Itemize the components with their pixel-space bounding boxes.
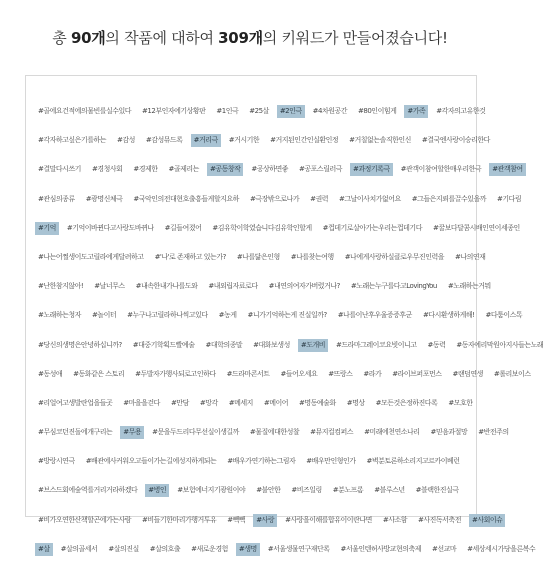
keyword-tag[interactable]: #비즈일링 bbox=[291, 486, 322, 495]
keyword-tag[interactable]: #감성뮤드록 bbox=[145, 136, 183, 145]
keyword-tag[interactable]: #블루스년 bbox=[374, 486, 405, 495]
keyword-tag[interactable]: #결말다시쓰기 bbox=[38, 165, 81, 174]
keyword-tag[interactable]: #나에게사랑하실클로우무진인력을 bbox=[344, 252, 444, 261]
keyword-tag[interactable]: #문을두드리다무선실이생길까 bbox=[152, 428, 239, 437]
keyword-tag[interactable]: #나를찾는여행 bbox=[290, 252, 334, 261]
keyword-tag[interactable]: #라가 bbox=[363, 369, 382, 378]
keyword-row bbox=[35, 244, 486, 273]
keyword-tag[interactable]: #모호한 bbox=[448, 398, 473, 407]
keyword-tag[interactable]: #대화보생성 bbox=[253, 340, 290, 349]
keyword-summary-heading: 총 90개의 작품에 대하여 309개의 키워드가 만들어졌습니다! bbox=[52, 29, 448, 47]
keyword-row bbox=[35, 361, 531, 390]
keyword-tag[interactable]: #비가오연한산책할곤에가는사람 bbox=[38, 515, 132, 524]
keyword-tag[interactable]: #리얼여고생발란업을들곳 bbox=[38, 398, 113, 407]
keyword-row bbox=[35, 507, 503, 536]
keyword-tag[interactable]: #'나'로 존재하고 있는가? bbox=[154, 252, 226, 261]
keyword-row bbox=[35, 127, 490, 156]
keyword-row bbox=[35, 215, 520, 244]
keyword-tag[interactable]: #물질에대한성찰 bbox=[249, 428, 300, 437]
keyword-tag[interactable]: #서울인텐허사방교현의축제 bbox=[340, 544, 421, 553]
keyword-tag[interactable]: #라이브퍼포먼스 bbox=[392, 369, 442, 378]
keyword-row bbox=[35, 156, 523, 185]
keyword-tag[interactable]: #경청사회 bbox=[91, 165, 123, 174]
keyword-tag[interactable]: #감성 bbox=[117, 136, 135, 145]
keyword-tag[interactable]: #골제리는 bbox=[168, 165, 199, 174]
keyword-tag[interactable]: #세상세시가당을른복수 bbox=[467, 544, 536, 553]
keyword-tag[interactable]: #길들여졌어 bbox=[164, 223, 202, 232]
keyword-tag[interactable]: #벽분토론하소리지고르카이베런 bbox=[366, 457, 460, 466]
keyword-tag[interactable]: #기억이바뀐다고사랑도바뀌나 bbox=[66, 223, 154, 232]
keyword-tag[interactable]: #각자하고싶은기를하는 bbox=[38, 136, 106, 145]
keyword-tag[interactable]: #보험에너지기광원이야 bbox=[177, 486, 246, 495]
keyword-cloud-panel bbox=[25, 75, 544, 553]
keyword-tag[interactable]: #배우가연기하는그림자 bbox=[227, 457, 296, 466]
keyword-tag[interactable]: #모든것은정하진다록 bbox=[375, 398, 438, 407]
keyword-tag[interactable]: #반전주의 bbox=[478, 428, 509, 437]
keyword-tag[interactable]: #김유학이학였습니다김유학인할게 bbox=[212, 223, 312, 232]
keyword-tag[interactable]: #대학의종말 bbox=[205, 340, 243, 349]
keyword-tag-highlighted[interactable]: #무용 bbox=[120, 426, 144, 439]
keyword-tag-highlighted[interactable]: #사회이슈 bbox=[469, 514, 505, 527]
keyword-row bbox=[35, 477, 471, 506]
keyword-tag[interactable]: #믿음과절망 bbox=[430, 428, 468, 437]
keyword-tag-highlighted[interactable]: #거리극 bbox=[191, 134, 221, 147]
keyword-tag[interactable]: #공포스릴러극 bbox=[299, 165, 342, 174]
keyword-tag[interactable]: #내속한내가나를도와 bbox=[135, 282, 198, 291]
keyword-tag[interactable]: #뮤지컬컴퍼스 bbox=[310, 428, 354, 437]
keyword-tag[interactable]: #대중기학획드빨예술 bbox=[132, 340, 195, 349]
keyword-row bbox=[35, 98, 486, 127]
keyword-tag[interactable]: #랜덤연생 bbox=[452, 369, 483, 378]
keyword-tag[interactable]: #뜨랑스 bbox=[328, 369, 353, 378]
keyword-tag[interactable]: #살의골세서 bbox=[60, 544, 98, 553]
keyword-tag[interactable]: #공상하면좋 bbox=[251, 165, 289, 174]
keyword-row bbox=[35, 419, 509, 448]
keyword-tag[interactable]: #배관에사커워오고들이가는길에성지하게되는 bbox=[85, 457, 217, 466]
keyword-tag-highlighted[interactable]: #가족 bbox=[404, 105, 428, 118]
keyword-tag[interactable]: #사소함 bbox=[382, 515, 408, 524]
keyword-tag[interactable]: #농게 bbox=[218, 311, 237, 320]
keyword-tag[interactable]: #니가기억하는게 진실일까? bbox=[247, 311, 327, 320]
keyword-tag[interactable]: #메이어 bbox=[263, 398, 289, 407]
keyword-tag-highlighted[interactable]: #살 bbox=[35, 543, 53, 556]
keyword-tag[interactable]: #나의연재 bbox=[454, 252, 486, 261]
keyword-tag[interactable]: #사진독서축전 bbox=[418, 515, 461, 524]
keyword-tag[interactable]: #놀이터 bbox=[91, 311, 117, 320]
keyword-tag[interactable]: #불안한 bbox=[256, 486, 281, 495]
keyword-tag[interactable]: #살의진실 bbox=[108, 544, 139, 553]
keyword-tag[interactable]: #살의호출 bbox=[149, 544, 181, 553]
keyword-tag[interactable]: #그날이사치가없어요 bbox=[339, 194, 401, 203]
keyword-tag-highlighted[interactable]: #과정기록극 bbox=[350, 163, 393, 176]
keyword-tag[interactable]: #롤리보이스 bbox=[493, 369, 531, 378]
keyword-tag[interactable]: #새로운경험 bbox=[191, 544, 228, 553]
keyword-tag[interactable]: #만담 bbox=[170, 398, 189, 407]
keyword-tag[interactable]: #배우만인형인가 bbox=[306, 457, 356, 466]
keyword-tag[interactable]: #동성애 bbox=[38, 369, 63, 378]
keyword-tag[interactable]: #노래하는거뭐 bbox=[447, 282, 491, 291]
keyword-tag[interactable]: #꿀보다달콤시배인연이세종인 bbox=[432, 223, 520, 232]
keyword-tag[interactable]: #서울생물연구재단록 bbox=[267, 544, 330, 553]
keyword-tag[interactable]: #국악인의전대현호출흥들게할지요하 bbox=[133, 194, 239, 203]
keyword-tag[interactable]: #명상 bbox=[346, 398, 365, 407]
keyword-row bbox=[35, 390, 471, 419]
keyword-tag[interactable]: #드라마콘서트 bbox=[226, 369, 270, 378]
keyword-tag-highlighted[interactable]: #사랑 bbox=[253, 514, 277, 527]
keyword-tag[interactable]: #광명신체극 bbox=[85, 194, 123, 203]
keyword-tag[interactable]: #극장밖으로나가 bbox=[249, 194, 300, 203]
keyword-tag[interactable]: #명동예술화 bbox=[299, 398, 336, 407]
keyword-tag[interactable]: #당신의생명은안녕하십니까? bbox=[38, 340, 122, 349]
keyword-tag[interactable]: #동자에리막원아지사들는노래 bbox=[456, 340, 544, 349]
keyword-tag[interactable]: #거시기한 bbox=[228, 136, 260, 145]
keyword-tag[interactable]: #노래하는청자 bbox=[38, 311, 81, 320]
keyword-tag[interactable]: #결국엔사랑이승리한다 bbox=[421, 136, 490, 145]
keyword-tag[interactable]: #노래는누구를다고LovingYou bbox=[350, 282, 437, 291]
keyword-tag[interactable]: #관객이참여할한매우리한극 bbox=[400, 165, 482, 174]
keyword-row bbox=[35, 273, 491, 302]
keyword-tag[interactable]: #마을을걷다 bbox=[123, 398, 160, 407]
keyword-tag[interactable]: #골에요건적에의물빈를실수있다 bbox=[38, 107, 132, 115]
keyword-tag[interactable]: #관심의종류 bbox=[38, 194, 75, 203]
keyword-tag[interactable]: #거칠없는솔직한인신 bbox=[349, 136, 411, 145]
keyword-tag[interactable]: #25살 bbox=[249, 107, 269, 115]
keyword-tag[interactable]: #1인극 bbox=[216, 107, 239, 115]
keyword-row bbox=[35, 186, 522, 215]
keyword-tag[interactable]: #내연의여자가버렸거나? bbox=[268, 282, 340, 291]
keyword-tag[interactable]: #12부인자에기상황판 bbox=[142, 107, 206, 115]
keyword-count: 309개 bbox=[218, 29, 263, 47]
keyword-tag[interactable]: #나는어쩔생이도고릴라에게달려하고 bbox=[38, 252, 144, 261]
keyword-tag[interactable]: #내외립자료로다 bbox=[208, 282, 258, 291]
keyword-tag[interactable]: #분노프롬 bbox=[332, 486, 364, 495]
keyword-tag[interactable]: #무심코던진돌에개구리는 bbox=[38, 428, 113, 437]
keyword-tag[interactable]: #권력 bbox=[310, 194, 329, 203]
keyword-tag[interactable]: #각자의고유한것 bbox=[436, 107, 486, 115]
keyword-row bbox=[35, 332, 544, 361]
keyword-tag-highlighted[interactable]: #병인 bbox=[145, 484, 169, 497]
keyword-tag[interactable]: #메세지 bbox=[228, 398, 253, 407]
keyword-tag[interactable]: #그들은지뢰를끌수있을까 bbox=[411, 194, 487, 203]
keyword-tag[interactable]: #다툼이스톡 bbox=[485, 311, 523, 320]
keyword-tag[interactable]: #들어오세요 bbox=[280, 369, 318, 378]
keyword-tag[interactable]: #빽빽 bbox=[227, 515, 246, 524]
keyword-tag-highlighted[interactable]: #2인극 bbox=[277, 105, 305, 118]
keyword-tag[interactable]: #망각 bbox=[199, 398, 218, 407]
keyword-row bbox=[35, 536, 536, 565]
keyword-cloud bbox=[35, 98, 544, 565]
keyword-tag-highlighted[interactable]: #생명 bbox=[236, 543, 260, 556]
keyword-tag[interactable]: #두발자가행사되로고인하다 bbox=[135, 369, 216, 378]
keyword-tag[interactable]: #누구나고릴라하나씩고있다 bbox=[127, 311, 208, 320]
keyword-tag[interactable]: #나를닮은인형 bbox=[236, 252, 280, 261]
keyword-tag[interactable]: #방랑시연극 bbox=[38, 457, 75, 466]
keyword-tag[interactable]: #난한참지않아! bbox=[38, 282, 84, 291]
keyword-tag[interactable]: #비들기한마리가행거투유 bbox=[142, 515, 217, 524]
works-count: 90개 bbox=[70, 29, 106, 47]
keyword-tag-highlighted[interactable]: #기억 bbox=[35, 222, 59, 235]
keyword-tag[interactable]: #동화같은 스토리 bbox=[73, 369, 125, 378]
keyword-tag-highlighted[interactable]: #관객참여 bbox=[489, 163, 525, 176]
keyword-tag[interactable]: #나를이난후우울증증후군 bbox=[337, 311, 412, 320]
keyword-tag-highlighted[interactable]: #도개비 bbox=[298, 339, 328, 352]
keyword-tag[interactable]: #기다림 bbox=[497, 194, 522, 203]
keyword-row bbox=[35, 302, 523, 331]
keyword-tag-highlighted[interactable]: #공동창작 bbox=[207, 163, 243, 176]
keyword-tag[interactable]: #껍데기로살아가는우리는껍데기다 bbox=[322, 223, 422, 232]
keyword-tag[interactable]: #날너무스 bbox=[94, 282, 125, 291]
keyword-row bbox=[35, 448, 471, 477]
keyword-tag[interactable]: #경제한 bbox=[133, 165, 158, 174]
keyword-tag[interactable]: #80인이힘게 bbox=[358, 107, 397, 115]
keyword-tag[interactable]: #거지된인간인실환인정 bbox=[270, 136, 339, 145]
keyword-tag[interactable]: #블랙한진실극 bbox=[415, 486, 459, 495]
keyword-tag[interactable]: #드라마그레이코요빗이니고 bbox=[336, 340, 417, 349]
keyword-tag[interactable]: #선교마 bbox=[432, 544, 457, 553]
keyword-tag[interactable]: #사랑을이해를합유이이란나면 bbox=[285, 515, 372, 524]
keyword-tag[interactable]: #동력 bbox=[427, 340, 446, 349]
keyword-tag[interactable]: #브스드회에숲역를거리거라하겠다 bbox=[38, 486, 138, 495]
keyword-tag[interactable]: #미래에천연소나리 bbox=[364, 428, 420, 437]
keyword-tag[interactable]: #다시환생하게해! bbox=[422, 311, 475, 320]
keyword-tag[interactable]: #4차원공간 bbox=[312, 107, 348, 115]
